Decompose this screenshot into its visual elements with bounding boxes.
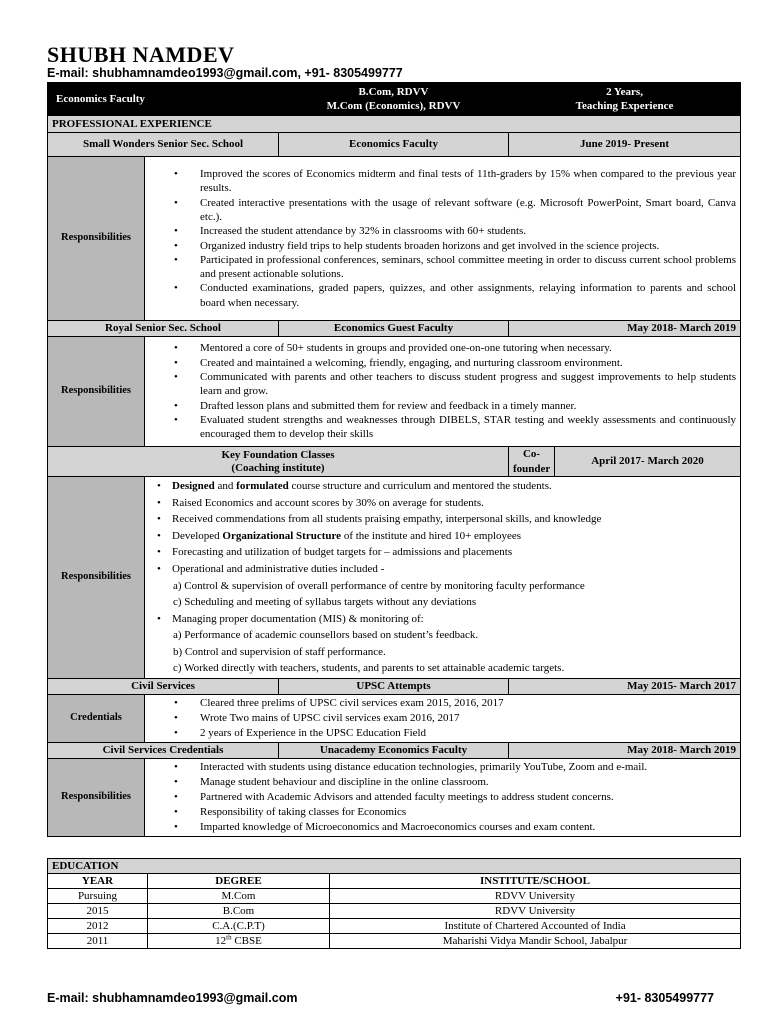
list-item: • Responsibility of taking classes for Economics [149,805,736,820]
education-title: EDUCATION [48,859,741,874]
job-period: June 2019- Present [509,133,741,157]
job-period: April 2017- March 2020 [555,447,741,477]
list-text: Developed [172,529,223,542]
job-details-row [48,337,741,447]
year-cell: Pursuing [48,889,148,904]
responsibilities-list-cell [145,337,741,447]
education-title-row [48,859,741,874]
year-cell: 2011 [48,934,148,949]
table-row [48,919,741,934]
list-item: • Created interactive presentations with the usage of relevant software (e.g. Microsoft PowerPoint, Smart board, Canva etc.). [149,196,736,225]
list-item: • Wrote Two mains of UPSC civil services exam 2016, 2017 [149,711,736,726]
footer-email: E-mail: shubhamnamdeo1993@gmail.com [47,991,298,1005]
experience-table [47,82,741,837]
table-row [48,934,741,949]
institute-cell: RDVV University [330,889,741,904]
qualification-cell [279,83,509,116]
list-item: • Conducted examinations, graded papers, quizzes, and other assignments, relaying information to parents and school board when necessary. [149,281,736,310]
responsibilities-label: Responsibilities [48,337,145,447]
section-title: PROFESSIONAL EXPERIENCE [48,116,741,133]
job-org [48,447,509,477]
list-item: • Drafted lesson plans and submitted them for review and feedback in a timely manner. [149,399,736,413]
list-item [149,528,736,545]
degree-cell: M.Com [148,889,330,904]
degree-cell: C.A.(C.P.T) [148,919,330,934]
sub-list-item: b) Control and supervision of staff performance. [173,645,386,658]
list-item: • Managing proper documentation (MIS) & monitoring of: [149,611,736,628]
job-header-row [48,679,741,695]
job-org-line-1: Key Foundation Classes [221,448,335,461]
list-item: • Partnered with Academic Advisors and attended faculty meetings to address student concerns. [149,790,736,805]
list-text: course structure and curriculum and mentored the students. [288,479,552,492]
experience-summary-cell [509,83,741,116]
list-text: of the institute and hired 10+ employees [341,529,522,542]
list-item [149,478,736,495]
column-header-degree: DEGREE [148,874,330,889]
institute-cell: Institute of Chartered Accounted of India [330,919,741,934]
table-row [48,889,741,904]
education-table [47,858,741,949]
candidate-name: SHUBH NAMDEV [47,42,235,67]
job-org: Small Wonders Senior Sec. School [48,133,279,157]
year-cell: 2012 [48,919,148,934]
list-item: • Mentored a core of 50+ students in groups and provided one-on-one tutoring when necessary. [149,341,736,355]
contact-line: E-mail: shubhamnamdeo1993@gmail.com, +91- 8305499777 [47,66,403,80]
responsibilities-list-cell [145,477,741,679]
job-period: May 2018- March 2019 [509,743,741,759]
year-cell: 2015 [48,904,148,919]
institute-cell: Maharishi Vidya Mandir School, Jabalpur [330,934,741,949]
responsibilities-label: Responsibilities [48,759,145,837]
bold-text: Organizational Structure [222,529,342,542]
list-item: • Participated in professional conferences, seminars, school committee meeting in order to discuss current school problems and present actionable solutions. [149,253,736,282]
job-org: Royal Senior Sec. School [48,321,279,337]
list-item: • Organized industry field trips to help students broaden horizons and get involved in the science projects. [149,239,736,253]
section-header-row [48,116,741,133]
credentials-list-cell [145,695,741,743]
sub-list-item: c) Worked directly with teachers, students, and parents to set attainable academic targets. [173,662,565,675]
experience-summary-line-1: 2 Years, [606,85,643,98]
list-item: • Increased the student attendance by 32% in classrooms with 60+ students. [149,224,736,238]
list-item: • Imparted knowledge of Microeconomics and Macroeconomics courses and exam content. [149,820,736,835]
list-item: • Operational and administrative duties included - [149,561,736,578]
bold-text: Designed [172,479,215,492]
job-title: UPSC Attempts [279,679,509,695]
sub-list-item: c) Scheduling and meeting of syllabus targets without any deviations [173,596,477,609]
sub-list-item: a) Performance of academic counsellors based on student’s feedback. [173,629,479,642]
degree-cell [148,934,330,949]
degree-suffix: CBSE [231,935,262,947]
qualification-line-2: M.Com (Economics), RDVV [326,100,461,112]
column-header-institute: INSTITUTE/SCHOOL [330,874,741,889]
responsibilities-label: Responsibilities [48,477,145,679]
job-period: May 2018- March 2019 [509,321,741,337]
table-row [48,904,741,919]
job-header-row [48,321,741,337]
list-item: • Improved the scores of Economics midterm and final tests of 11th-graders by 15% when compared to the previous year results. [149,167,736,196]
job-title: Economics Faculty [279,133,509,157]
job-details-row [48,695,741,743]
job-org-line-2: (Coaching institute) [231,461,325,474]
list-item: • Evaluated student strengths and weaknesses through DIBELS, STAR testing and weekly assessments and continuously encouraged them to develop their skills [149,413,736,442]
responsibilities-label: Responsibilities [48,157,145,321]
list-item: • 2 years of Experience in the UPSC Education Field [149,726,736,741]
list-item: • Manage student behaviour and discipline in the online classroom. [149,775,736,790]
degree-number: 12 [215,935,227,947]
header-band [48,83,741,116]
job-details-row [48,157,741,321]
job-title: Economics Guest Faculty [279,321,509,337]
job-org: Civil Services Credentials [48,743,279,759]
column-header-year: YEAR [48,874,148,889]
job-title: Co-founder [509,447,555,477]
education-header-row [48,874,741,889]
job-header-row [48,743,741,759]
job-header-row [48,133,741,157]
degree-cell: B.Com [148,904,330,919]
degree-superscript: th [226,933,232,942]
job-header-row [48,447,741,477]
job-period: May 2015- March 2017 [509,679,741,695]
list-text: and [214,479,237,492]
responsibilities-list-cell [145,759,741,837]
qualification-line-1: B.Com, RDVV [358,85,429,98]
bold-text: formulated [236,479,289,492]
role-cell: Economics Faculty [48,83,279,116]
responsibilities-list-cell [145,157,741,321]
list-item: • Raised Economics and account scores by 30% on average for students. [149,495,736,512]
list-item: • Forecasting and utilization of budget targets for – admissions and placements [149,544,736,561]
list-item: • Interacted with students using distance education technologies, primarily YouTube, Zoom and e-mail. [149,760,736,775]
job-details-row [48,477,741,679]
sub-list-item: a) Control & supervision of overall performance of centre by monitoring faculty performance [173,579,585,592]
list-item: • Received commendations from all students praising empathy, interpersonal skills, and knowledge [149,511,736,528]
footer-phone: +91- 8305499777 [615,991,714,1005]
list-item: • Created and maintained a welcoming, friendly, engaging, and nurturing classroom environment. [149,356,736,370]
list-item: • Communicated with parents and other teachers to discuss student progress and suggest improvements to help students learn and grow. [149,370,736,399]
experience-summary-line-2: Teaching Experience [575,100,674,112]
institute-cell: RDVV University [330,904,741,919]
job-details-row [48,759,741,837]
credentials-label: Credentials [48,695,145,743]
job-title: Unacademy Economics Faculty [279,743,509,759]
list-item: • Cleared three prelims of UPSC civil services exam 2015, 2016, 2017 [149,696,736,711]
job-org: Civil Services [48,679,279,695]
